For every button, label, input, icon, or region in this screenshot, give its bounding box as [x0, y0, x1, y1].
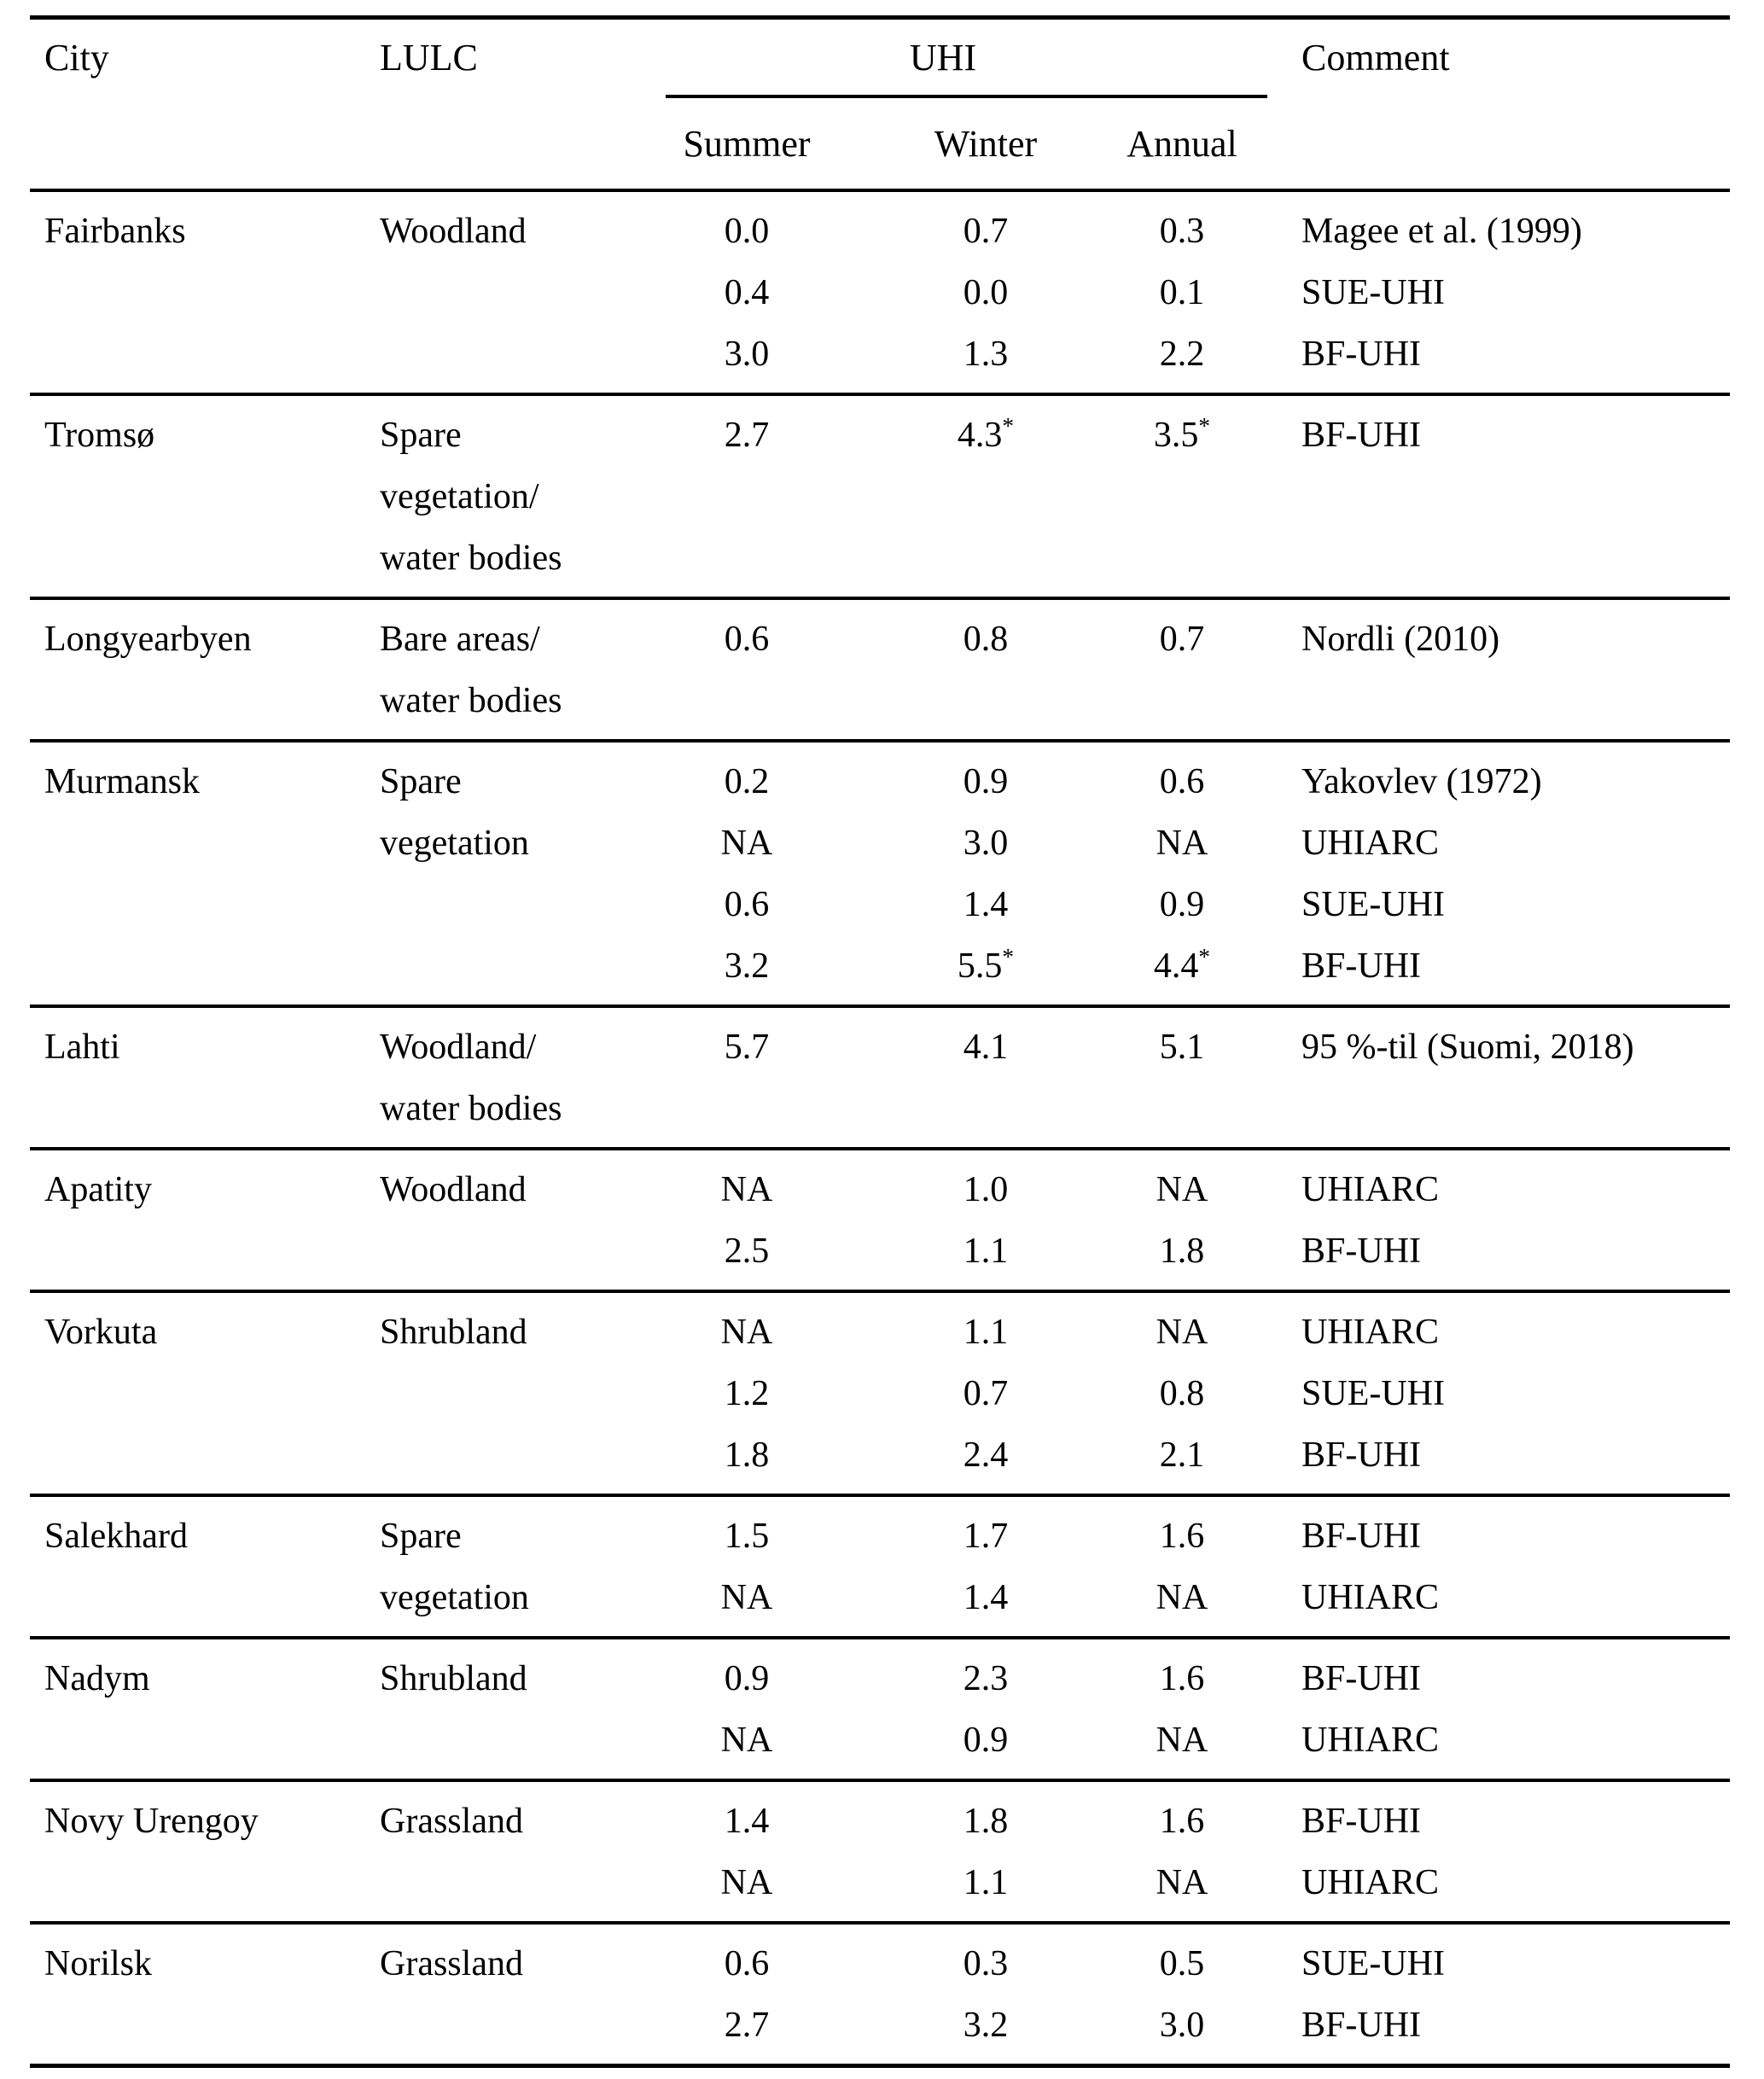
summer-value: 1.5 [724, 1517, 770, 1556]
city-name: Vorkuta [44, 1313, 158, 1352]
winter-value: 0.8 [963, 620, 1009, 659]
annual-value: 0.6 [1159, 762, 1205, 801]
city-cell [30, 1016, 380, 1078]
city-name: Nadym [44, 1659, 150, 1698]
lulc-line: water bodies [380, 1089, 562, 1128]
summer-value: 0.2 [724, 762, 770, 801]
comment-value: BF-UHI [1301, 1232, 1422, 1271]
city-block-nadym [30, 1639, 1730, 1779]
summer-value: NA [720, 1863, 773, 1902]
annual-value: 1.8 [1159, 1232, 1205, 1271]
winter-cell [883, 1505, 1088, 1628]
annual-value: 5.1 [1159, 1028, 1205, 1067]
lulc-cell [380, 1302, 610, 1363]
lulc-line: Grassland [380, 1802, 523, 1841]
annual-cell [1088, 1505, 1276, 1628]
summer-value: 1.4 [724, 1802, 770, 1841]
winter-value: 0.7 [963, 212, 1009, 251]
winter-value: 1.4 [963, 885, 1009, 924]
comment-value: BF-UHI [1301, 1802, 1422, 1841]
value-text: 4.3 [957, 416, 1003, 455]
winter-value: 1.0 [963, 1170, 1009, 1209]
city-block-novy-urengoy [30, 1782, 1730, 1921]
header-city: City [44, 36, 109, 79]
comment-value: BF-UHI [1301, 335, 1422, 374]
comment-value: UHIARC [1301, 1578, 1440, 1617]
table-header [30, 20, 1730, 189]
comment-value: UHIARC [1301, 1170, 1440, 1209]
comment-cell [1276, 1016, 1730, 1078]
summer-value: NA [720, 824, 773, 863]
comment-value: BF-UHI [1301, 1659, 1422, 1698]
city-block-longyearbyen [30, 600, 1730, 739]
comment-value: 95 %-til (Suomi, 2018) [1301, 1028, 1634, 1067]
lulc-line: water bodies [380, 539, 562, 578]
summer-value: 0.6 [724, 1944, 770, 1983]
winter-value: 1.1 [963, 1313, 1009, 1352]
summer-cell [610, 1648, 883, 1771]
comment-cell [1276, 751, 1730, 997]
annual-cell [1088, 751, 1276, 997]
summer-value: 3.0 [724, 335, 770, 374]
city-cell [30, 1933, 380, 1995]
lulc-line: Shrubland [380, 1659, 527, 1698]
winter-value: 2.4 [963, 1436, 1009, 1475]
city-block-norilsk [30, 1925, 1730, 2064]
lulc-cell [380, 1933, 610, 1995]
summer-value: 1.2 [724, 1374, 770, 1413]
city-block-salekhard [30, 1497, 1730, 1636]
winter-value: 0.3 [963, 1944, 1009, 1983]
significance-asterisk: * [1198, 413, 1211, 439]
winter-cell [883, 1648, 1088, 1771]
comment-cell [1276, 1505, 1730, 1628]
winter-value: 0.9 [963, 762, 1009, 801]
summer-cell [610, 1016, 883, 1078]
significance-asterisk: * [1198, 944, 1211, 970]
summer-value: NA [720, 1578, 773, 1617]
winter-value: 1.7 [963, 1517, 1009, 1556]
comment-value: SUE-UHI [1301, 273, 1445, 312]
winter-value: 2.3 [963, 1659, 1009, 1698]
lulc-cell [380, 609, 610, 731]
city-block-vorkuta [30, 1293, 1730, 1494]
summer-value: 1.8 [724, 1436, 770, 1475]
uhi-table [30, 15, 1730, 2068]
bottom-rule [30, 2064, 1730, 2068]
summer-cell [610, 1302, 883, 1486]
lulc-line: Grassland [380, 1944, 523, 1983]
annual-value: 1.6 [1159, 1659, 1205, 1698]
winter-value: 0.9 [963, 1721, 1009, 1760]
comment-cell [1276, 405, 1730, 466]
winter-value: 0.7 [963, 1374, 1009, 1413]
summer-cell [610, 1159, 883, 1282]
city-name: Fairbanks [44, 212, 186, 251]
annual-value: 0.7 [1159, 620, 1205, 659]
annual-value: NA [1156, 1863, 1208, 1902]
winter-value [883, 935, 1088, 997]
lulc-line: vegetation [380, 824, 529, 863]
annual-value: NA [1156, 824, 1208, 863]
comment-value: BF-UHI [1301, 1517, 1422, 1556]
annual-value [1088, 935, 1276, 997]
header-lulc: LULC [380, 36, 478, 79]
city-cell [30, 1505, 380, 1567]
annual-value: 3.0 [1159, 2006, 1205, 2045]
winter-value: 0.0 [963, 273, 1009, 312]
summer-cell [610, 751, 883, 997]
winter-value: 1.8 [963, 1802, 1009, 1841]
winter-cell [883, 1016, 1088, 1078]
summer-value: 2.5 [724, 1232, 770, 1271]
city-block-murmansk [30, 742, 1730, 1005]
annual-cell [1088, 201, 1276, 385]
value-text: 3.5 [1153, 416, 1199, 455]
city-cell [30, 609, 380, 670]
lulc-line: Spare [380, 1517, 462, 1556]
significance-asterisk: * [1002, 413, 1015, 439]
summer-cell [610, 1791, 883, 1913]
summer-value: 5.7 [724, 1028, 770, 1067]
annual-cell [1088, 609, 1276, 670]
city-cell [30, 405, 380, 466]
lulc-cell [380, 1648, 610, 1709]
comment-value: Magee et al. (1999) [1301, 212, 1582, 251]
annual-cell [1088, 1302, 1276, 1486]
summer-cell [610, 1505, 883, 1628]
comment-value: SUE-UHI [1301, 1374, 1445, 1413]
annual-value: NA [1156, 1721, 1208, 1760]
significance-asterisk: * [1002, 944, 1015, 970]
comment-value: BF-UHI [1301, 946, 1422, 986]
lulc-cell [380, 1791, 610, 1852]
header-annual: Annual [1127, 122, 1237, 165]
header-winter: Winter [934, 122, 1038, 165]
annual-value: NA [1156, 1170, 1208, 1209]
summer-value: 0.6 [724, 620, 770, 659]
summer-value: NA [720, 1721, 773, 1760]
uhi-group-rule [666, 95, 1267, 98]
city-cell [30, 1159, 380, 1220]
comment-cell [1276, 1159, 1730, 1282]
annual-value: NA [1156, 1578, 1208, 1617]
annual-cell [1088, 1791, 1276, 1913]
city-cell [30, 751, 380, 812]
lulc-line: vegetation [380, 1578, 529, 1617]
lulc-line: Woodland [380, 1170, 527, 1209]
summer-value: 0.9 [724, 1659, 770, 1698]
comment-value: UHIARC [1301, 1863, 1440, 1902]
header-comment: Comment [1301, 36, 1450, 79]
annual-cell [1088, 405, 1276, 466]
winter-cell [883, 609, 1088, 670]
winter-cell [883, 405, 1088, 466]
annual-value: 1.6 [1159, 1802, 1205, 1841]
comment-cell [1276, 1302, 1730, 1486]
summer-value: NA [720, 1313, 773, 1352]
summer-value: 0.4 [724, 273, 770, 312]
lulc-cell [380, 405, 610, 589]
winter-value: 1.3 [963, 335, 1009, 374]
lulc-line: Bare areas/ [380, 620, 540, 659]
city-name: Novy Urengoy [44, 1802, 259, 1841]
annual-value: 0.3 [1159, 212, 1205, 251]
city-name: Longyearbyen [44, 620, 252, 659]
lulc-line: Woodland [380, 212, 527, 251]
winter-value [883, 405, 1088, 466]
lulc-line: Spare [380, 762, 462, 801]
city-name: Salekhard [44, 1517, 188, 1556]
table-body [30, 192, 1730, 2064]
comment-value: BF-UHI [1301, 1436, 1422, 1475]
winter-cell [883, 1302, 1088, 1486]
comment-value: SUE-UHI [1301, 1944, 1445, 1983]
annual-value: 2.2 [1159, 335, 1205, 374]
comment-value: UHIARC [1301, 1721, 1440, 1760]
lulc-cell [380, 201, 610, 262]
annual-value: 0.5 [1159, 1944, 1205, 1983]
city-block-troms- [30, 396, 1730, 597]
comment-value: SUE-UHI [1301, 885, 1445, 924]
summer-value: 3.2 [724, 946, 770, 986]
annual-value: 0.1 [1159, 273, 1205, 312]
comment-value: BF-UHI [1301, 416, 1422, 455]
annual-value [1088, 405, 1276, 466]
annual-value: 1.6 [1159, 1517, 1205, 1556]
winter-value: 4.1 [963, 1028, 1009, 1067]
lulc-cell [380, 1159, 610, 1220]
winter-cell [883, 751, 1088, 997]
city-name: Tromsø [44, 416, 155, 455]
summer-cell [610, 405, 883, 466]
value-text: 4.4 [1153, 946, 1199, 986]
winter-value: 1.1 [963, 1232, 1009, 1271]
lulc-line: water bodies [380, 681, 562, 720]
city-block-apatity [30, 1150, 1730, 1290]
summer-cell [610, 609, 883, 670]
annual-cell [1088, 1016, 1276, 1078]
header-summer: Summer [683, 122, 811, 165]
winter-value: 1.1 [963, 1863, 1009, 1902]
city-cell [30, 1648, 380, 1709]
city-cell [30, 201, 380, 262]
summer-value: 0.6 [724, 885, 770, 924]
comment-value: UHIARC [1301, 824, 1440, 863]
city-name: Norilsk [44, 1944, 152, 1983]
lulc-cell [380, 1505, 610, 1628]
summer-cell [610, 201, 883, 385]
lulc-line: Woodland/ [380, 1028, 537, 1067]
lulc-line: Spare [380, 416, 462, 455]
city-cell [30, 1791, 380, 1852]
city-block-fairbanks [30, 192, 1730, 393]
lulc-cell [380, 751, 610, 874]
winter-value: 1.4 [963, 1578, 1009, 1617]
winter-value: 3.0 [963, 824, 1009, 863]
annual-value: NA [1156, 1313, 1208, 1352]
comment-cell [1276, 609, 1730, 670]
winter-cell [883, 1933, 1088, 2056]
summer-value: 2.7 [724, 416, 770, 455]
comment-value: BF-UHI [1301, 2006, 1422, 2045]
summer-value: 0.0 [724, 212, 770, 251]
city-name: Apatity [44, 1170, 152, 1209]
lulc-line: vegetation/ [380, 477, 539, 516]
city-block-lahti [30, 1008, 1730, 1147]
comment-cell [1276, 1933, 1730, 2056]
winter-cell [883, 1791, 1088, 1913]
comment-value: UHIARC [1301, 1313, 1440, 1352]
annual-cell [1088, 1159, 1276, 1282]
winter-cell [883, 201, 1088, 385]
annual-cell [1088, 1933, 1276, 2056]
value-text: 5.5 [957, 946, 1003, 986]
winter-value: 3.2 [963, 2006, 1009, 2045]
comment-cell [1276, 201, 1730, 385]
annual-value: 2.1 [1159, 1436, 1205, 1475]
comment-value: Yakovlev (1972) [1301, 762, 1542, 801]
winter-cell [883, 1159, 1088, 1282]
summer-value: 2.7 [724, 2006, 770, 2045]
summer-value: NA [720, 1170, 773, 1209]
city-name: Murmansk [44, 762, 200, 801]
lulc-cell [380, 1016, 610, 1139]
annual-value: 0.9 [1159, 885, 1205, 924]
header-uhi-group: UHI [909, 36, 977, 79]
comment-cell [1276, 1791, 1730, 1913]
lulc-line: Shrubland [380, 1313, 527, 1352]
annual-value: 0.8 [1159, 1374, 1205, 1413]
comment-cell [1276, 1648, 1730, 1771]
annual-cell [1088, 1648, 1276, 1771]
summer-cell [610, 1933, 883, 2056]
comment-value: Nordli (2010) [1301, 620, 1500, 659]
city-name: Lahti [44, 1028, 120, 1067]
city-cell [30, 1302, 380, 1363]
